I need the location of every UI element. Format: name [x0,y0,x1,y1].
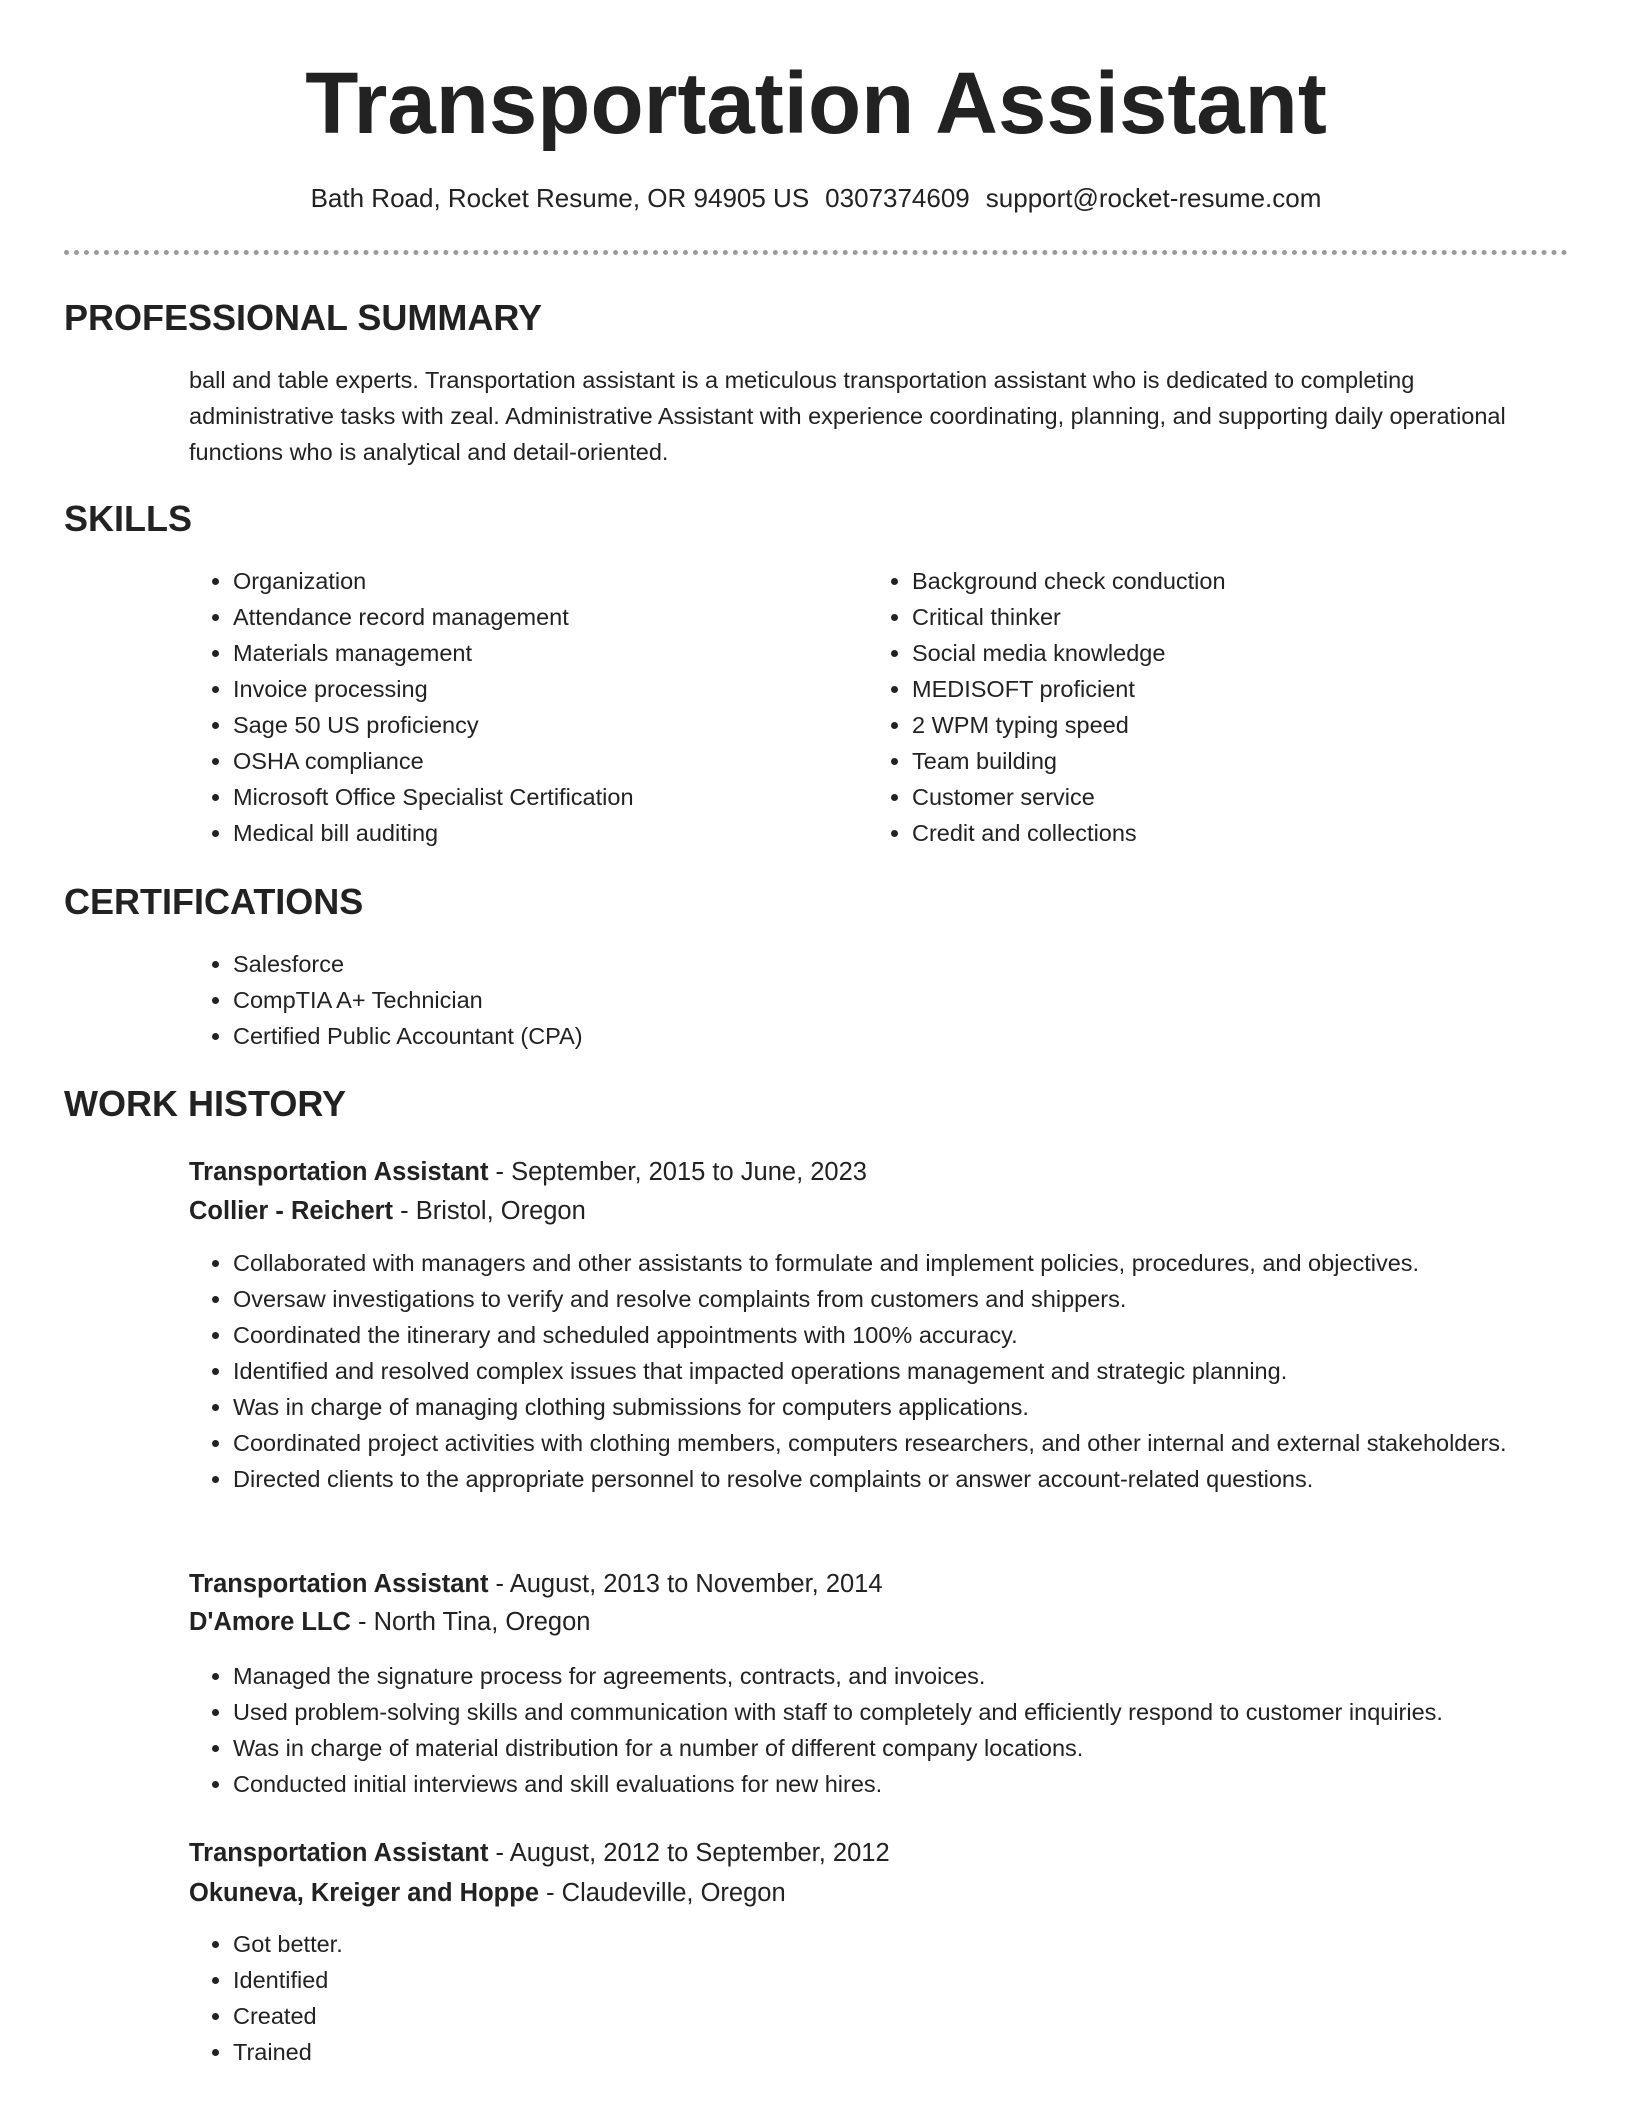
skill-item: • Background check conduction [912,563,1572,599]
contact-phone: 0307374609 [825,183,970,213]
skills-list-left [189,563,853,851]
job-bullet: • Created [233,1998,1533,2034]
skills-list-right [868,563,1572,851]
skill-item: • Attendance record management [233,599,853,635]
skill-item: • Microsoft Office Specialist Certification [233,779,853,815]
skill-item: • Credit and collections [912,815,1572,851]
skill-item: • Invoice processing [233,671,853,707]
candidate-name: Transportation Assistant [305,55,1327,152]
job-dates: - September, 2015 to June, 2023 [488,1158,867,1186]
job-company: D'Amore LLC [189,1608,351,1636]
header-divider [64,250,1568,255]
job-dates: - August, 2012 to September, 2012 [488,1839,890,1867]
job-bullet: • Collaborated with managers and other assistants to formulate and implement policies, procedures, and objectives. [233,1245,1593,1281]
skill-item: • Materials management [233,635,853,671]
job-bullet: • Used problem-solving skills and communication with staff to completely and efficiently respond to customer inquiries. [233,1694,1623,1730]
job-location: - North Tina, Oregon [350,1608,591,1636]
job-title: Transportation Assistant [189,1158,489,1186]
job-title: Transportation Assistant [189,1570,489,1598]
job-bullet: • Oversaw investigations to verify and resolve complaints from customers and shippers. [233,1281,1593,1317]
job-title-line [189,1154,867,1190]
work-history-heading: WORK HISTORY [64,1083,347,1124]
job-location: - Bristol, Oregon [393,1197,586,1225]
contact-email: support@rocket-resume.com [985,183,1322,213]
summary-heading: PROFESSIONAL SUMMARY [64,297,543,338]
contact-line [0,180,1632,216]
summary-text: ball and table experts. Transportation assistant is a meticulous transportation assistant who is dedicated to completing administrative tasks with zeal. Administrative Assistant with experience coordinating, planning, and supporting daily operational functions who is analytical and detail-oriented. [189,367,1506,465]
skill-item: • Team building [912,743,1572,779]
certification-item: • CompTIA A+ Technician [233,982,1533,1018]
certifications-list [189,946,1533,1054]
job-bullet: • Conducted initial interviews and skill evaluations for new hires. [233,1766,1623,1802]
job-bullet: • Managed the signature process for agreements, contracts, and invoices. [233,1658,1623,1694]
job-bullet: • Identified and resolved complex issues that impacted operations management and strategic planning. [233,1353,1593,1389]
skill-item: • Social media knowledge [912,635,1572,671]
job-bullets [189,1245,1593,1497]
skill-item: • MEDISOFT proficient [912,671,1572,707]
job-bullet: • Coordinated the itinerary and scheduled appointments with 100% accuracy. [233,1317,1593,1353]
job-bullet: • Was in charge of managing clothing submissions for computers applications. [233,1389,1593,1425]
job-title-line [189,1835,890,1871]
certification-item: • Certified Public Accountant (CPA) [233,1018,1533,1054]
job-company-line [189,1604,590,1640]
job-title-line [189,1566,883,1602]
job-company: Collier - Reichert [189,1197,394,1225]
job-bullet: • Identified [233,1962,1533,1998]
job-company-line [189,1875,786,1911]
job-bullet: • Got better. [233,1926,1533,1962]
skill-item: • Critical thinker [912,599,1572,635]
job-bullet: • Was in charge of material distribution for a number of different company locations. [233,1730,1623,1766]
skill-item: • Medical bill auditing [233,815,853,851]
skill-item: • OSHA compliance [233,743,853,779]
job-company-line [189,1193,586,1229]
job-location: - Claudeville, Oregon [539,1879,786,1907]
skill-item: • Organization [233,563,853,599]
skill-item: • Sage 50 US proficiency [233,707,853,743]
job-bullets [189,1926,1533,2070]
job-title: Transportation Assistant [189,1839,489,1867]
contact-address: Bath Road, Rocket Resume, OR 94905 US [310,183,810,213]
skill-item: • Customer service [912,779,1572,815]
skills-heading: SKILLS [64,498,193,539]
job-company: Okuneva, Kreiger and Hoppe [189,1879,540,1907]
job-dates: - August, 2013 to November, 2014 [488,1570,883,1598]
skill-item: • 2 WPM typing speed [912,707,1572,743]
job-bullet: • Directed clients to the appropriate personnel to resolve complaints or answer account-related questions. [233,1461,1593,1497]
certifications-heading: CERTIFICATIONS [64,881,364,922]
certification-item: • Salesforce [233,946,1533,982]
job-bullet: • Trained [233,2034,1533,2070]
job-bullet: • Coordinated project activities with clothing members, computers researchers, and other internal and external stakeholders. [233,1425,1593,1461]
job-bullets [189,1658,1623,1802]
